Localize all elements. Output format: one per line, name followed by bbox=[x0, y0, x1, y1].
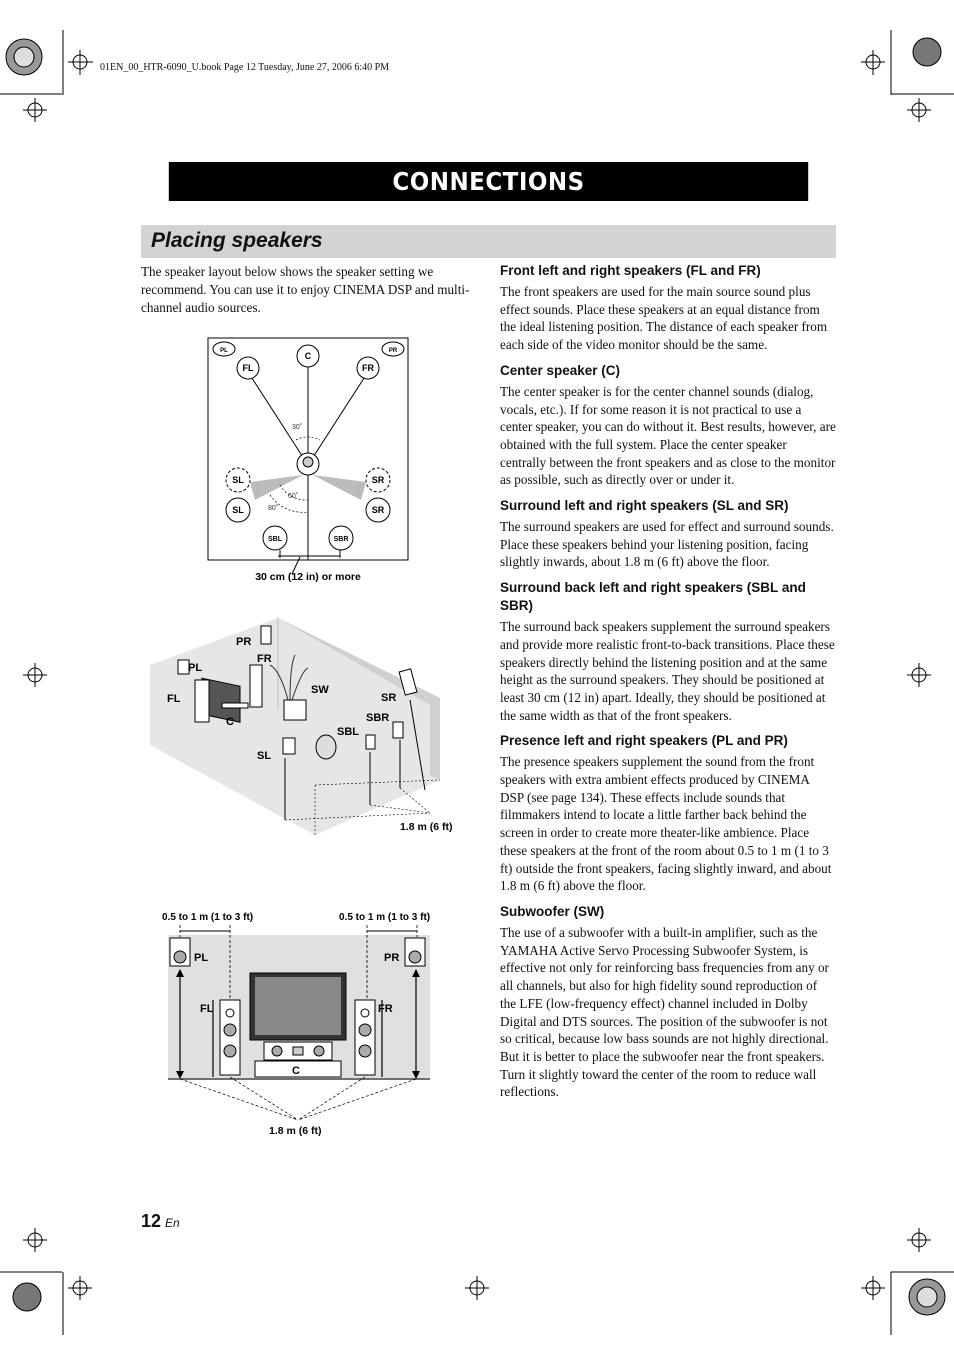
sbl-label: SBL bbox=[268, 536, 282, 543]
section-heading-surround: Surround left and right speakers (SL and SR) bbox=[500, 498, 789, 514]
section-body-subwoofer: The use of a subwoofer with a built-in amplifier, such as the YAMAHA Active Servo Processing Subwoofer System, is effective not only for reinforcing bass frequencies from any or all channels, but also for high fidelity sound reproduction of the LFE (low-frequency effect) channel included in Dolby Digital and DTS sources. The position of the subwoofer is not so critical, because low bass sounds are not highly directional. But it is better to place the subwoofer near the front speakers. Turn it slightly toward the center of the room to reduce wall reflections. bbox=[500, 924, 829, 1100]
sr-label-upper: SR bbox=[371, 475, 385, 485]
section-heading-front: Front left and right speakers (FL and FR) bbox=[500, 263, 761, 278]
room-sw-label: SW bbox=[311, 684, 329, 696]
section-heading-presence: Presence left and right speakers (PL and PR) bbox=[500, 733, 788, 749]
speaker-room-perspective bbox=[140, 610, 470, 840]
fl-label: FL bbox=[242, 363, 254, 373]
angle-80-label: 80˚ bbox=[268, 505, 279, 512]
speaker-layout-top-view bbox=[200, 330, 420, 590]
angle-30-label: 30˚ bbox=[292, 424, 303, 431]
speaker-front-view bbox=[140, 905, 470, 1140]
section-heading-center: Center speaker (C) bbox=[500, 362, 621, 378]
room-fl-label: FL bbox=[167, 693, 181, 705]
speaker-descriptions bbox=[500, 262, 836, 1109]
room-sl-label: SL bbox=[257, 750, 272, 762]
page-number: 12 bbox=[141, 1211, 162, 1231]
front-pr-label: PR bbox=[384, 952, 400, 964]
sr-label-lower: SR bbox=[371, 505, 385, 515]
section-body-presence: The presence speakers supplement the sound from the front speakers with extra ambient effects produced by CINEMA DSP (see page 134). These effects include sounds that filmmakers intend to locate a little farther back behind the screen in order to create more theater-like ambience. Place these speakers at the front of the room about 0.5 to 1 m (1 to 3 ft) outside the front speakers, facing slightly inward, and about 1.8 m (6 ft) above the floor. bbox=[500, 754, 832, 894]
page-title: CONNECTIONS bbox=[169, 162, 808, 201]
section-heading-subwoofer: Subwoofer (SW) bbox=[500, 903, 605, 919]
c-label: C bbox=[304, 351, 312, 361]
section-title-bar bbox=[141, 225, 836, 258]
front-height-label: 1.8 m (6 ft) bbox=[269, 1125, 322, 1137]
room-pl-label: PL bbox=[188, 662, 203, 674]
pr-label: PR bbox=[388, 348, 398, 354]
room-sbr-label: SBR bbox=[366, 712, 390, 724]
section-body-front: The front speakers are used for the main source sound plus effect sounds. Place these speakers at an equal distance from the ideal listening position. The distance of each speaker from each side of the video monitor should be the same. bbox=[500, 284, 828, 353]
sl-label-upper: SL bbox=[232, 475, 244, 485]
room-c-label: C bbox=[226, 716, 234, 728]
section-body-center: The center speaker is for the center channel sounds (dialog, vocals, etc.). If for some reason it is not practical to use a center speaker, you can do without it. Best results, however, are obtained with the full system. Place the center speaker centrally between the front speakers and as close to the monitor as possible, such as directly over or under it. bbox=[500, 383, 836, 488]
room-height-label: 1.8 m (6 ft) bbox=[400, 821, 453, 833]
sbr-label: SBR bbox=[333, 536, 349, 543]
distance-caption: 30 cm (12 in) or more bbox=[255, 571, 361, 583]
page-lang: En bbox=[165, 1216, 180, 1230]
section-heading-surround-back: Surround back left and right speakers (SBL and SBR) bbox=[500, 580, 806, 614]
file-info: 01EN_00_HTR-6090_U.book Page 12 Tuesday, June 27, 2006 6:40 PM bbox=[100, 62, 390, 73]
section-body-surround: The surround speakers are used for effect and surround sounds. Place these speakers behind your listening position, facing slightly inwards, about 1.8 m (6 ft) above the floor. bbox=[500, 519, 834, 570]
room-pr-label: PR bbox=[236, 636, 252, 648]
front-c-label: C bbox=[292, 1065, 300, 1077]
dist-left-label: 0.5 to 1 m (1 to 3 ft) bbox=[162, 912, 254, 923]
front-pl-label: PL bbox=[194, 952, 209, 964]
room-sbl-label: SBL bbox=[337, 726, 359, 738]
fr-label: FR bbox=[362, 363, 374, 373]
room-fr-label: FR bbox=[257, 653, 272, 665]
front-fr-label: FR bbox=[378, 1003, 393, 1015]
pl-label: PL bbox=[220, 348, 228, 354]
section-body-surround-back: The surround back speakers supplement the surround speakers and provide more realistic front-to-back transitions. Place these speakers directly behind the listening position and at the same height as the surround speakers. They should be positioned at least 30 cm (12 in) apart. Ideally, they should be positioned at the same width as that of the front speakers. bbox=[500, 619, 835, 723]
dist-right-label: 0.5 to 1 m (1 to 3 ft) bbox=[339, 912, 431, 923]
page-footer bbox=[141, 1211, 180, 1232]
angle-60-label: 60˚ bbox=[288, 493, 299, 500]
intro-paragraph: The speaker layout below shows the speaker setting we recommend. You can use it to enjoy CINEMA DSP and multi-channel audio sources. bbox=[141, 264, 470, 315]
room-sr-label: SR bbox=[381, 692, 397, 704]
front-fl-label: FL bbox=[200, 1003, 214, 1015]
section-title: Placing speakers bbox=[151, 229, 323, 252]
sl-label-lower: SL bbox=[232, 505, 244, 515]
